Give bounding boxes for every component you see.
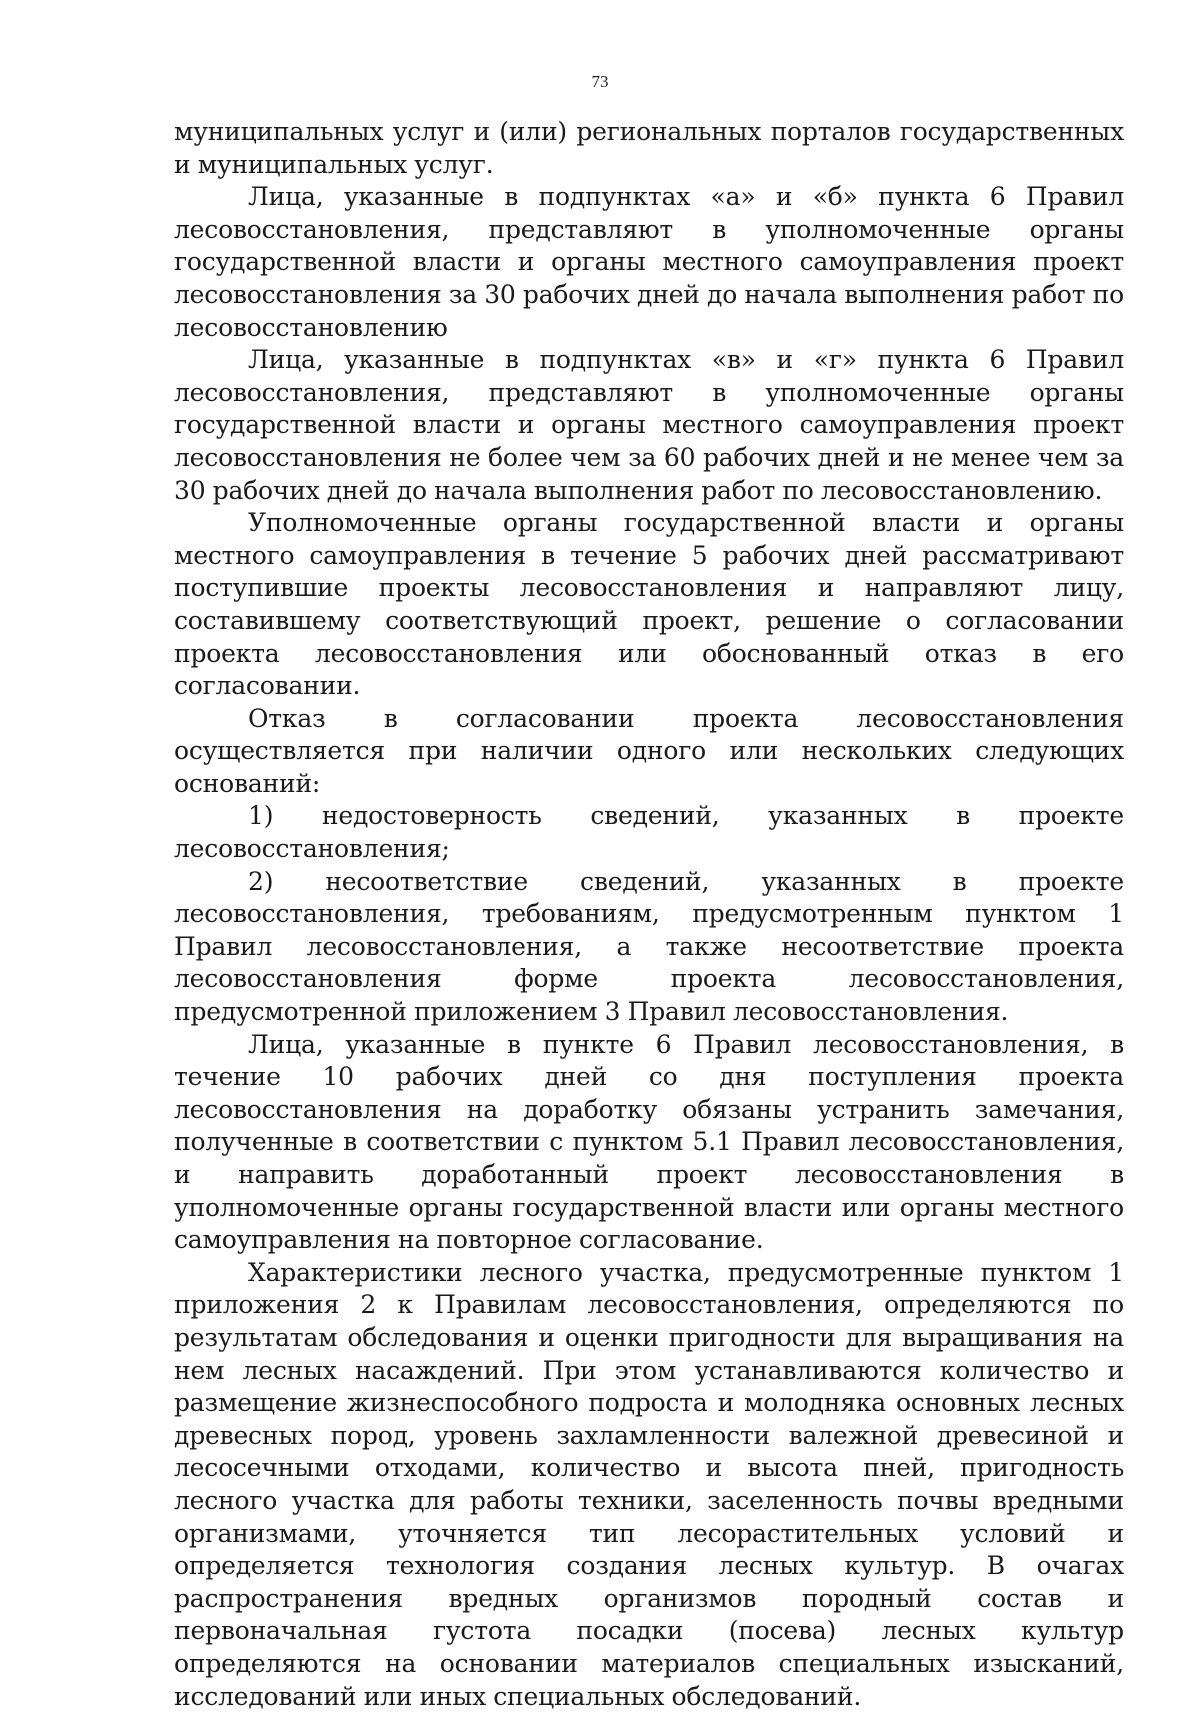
paragraph-refusal-grounds: Отказ в согласовании проекта лесовосстановления осуществляется при наличии одного или нескольких следующих оснований: <box>174 703 1124 798</box>
page-number: 73 <box>591 72 609 91</box>
list-item-refusal-ground-1: 1) недостоверность сведений, указанных в проекте лесовосстановления; <box>174 801 1124 864</box>
paragraph-continuation: муниципальных услуг и (или) региональных порталов государственных и муниципальных услуг. <box>174 117 1124 179</box>
paragraph-site-characteristics: Характеристики лесного участка, предусмотренные пунктом 1 приложения 2 к Правилам лесовосстановления, определяются по результатам обследования и оценки пригодности для выращивания на нем лесных насаждений. При этом устанавливаются количество и размещение жизнеспособного подроста и молодняка основных лесных древесных пород, уровень захламленности валежной древесиной и лесосечными отходами, количество и высота пней, пригодность лесного участка для работы техники, заселенность почвы вредными организмами, уточняется тип лесорастительных условий и определяется технология создания лесных культур. В очагах распространения вредных организмов породный состав и первоначальная густота посадки (посева) лесных культур определяются на основании материалов специальных изысканий, исследований или иных специальных обследований. <box>174 1257 1124 1711</box>
paragraph-review-period: Уполномоченные органы государственной власти и органы местного самоуправления в течение 5 рабочих дней рассматривают поступившие проекты лесовосстановления и направляют лицу, составившему соответствующий проект, решение о согласовании проекта лесовосстановления или обоснованный отказ в его согласовании. <box>174 508 1124 701</box>
paragraph-project-deadline-v-g: Лица, указанные в подпунктах «в» и «г» пункта 6 Правил лесовосстановления, представляют в уполномоченные органы государственной власти и органы местного самоуправления проект лесовосстановления не более чем за 60 рабочих дней и не менее чем за 30 рабочих дней до начала выполнения работ по лесовосстановлению. <box>174 345 1124 505</box>
paragraph-revision-deadline: Лица, указанные в пункте 6 Правил лесовосстановления, в течение 10 рабочих дней со дня поступления проекта лесовосстановления на доработку обязаны устранить замечания, полученные в соответствии с пунктом 5.1 Правил лесовосстановления, и направить доработанный проект лесовосстановления в уполномоченные органы государственной власти или органы местного самоуправления на повторное согласование. <box>174 1029 1124 1255</box>
paragraph-project-deadline-a-b: Лица, указанные в подпунктах «а» и «б» пункта 6 Правил лесовосстановления, представляют в уполномоченные органы государственной власти и органы местного самоуправления проект лесовосстановления за 30 рабочих дней до начала выполнения работ по лесовосстановлению <box>174 182 1124 342</box>
list-item-refusal-ground-2: 2) несоответствие сведений, указанных в проекте лесовосстановления, требованиям, предусмотренным пунктом 1 Правил лесовосстановления, а также несоответствие проекта лесовосстановления форме проекта лесовосстановления, предусмотренной приложением 3 Правил лесовосстановления. <box>174 866 1124 1027</box>
document-body <box>174 116 1124 1713</box>
